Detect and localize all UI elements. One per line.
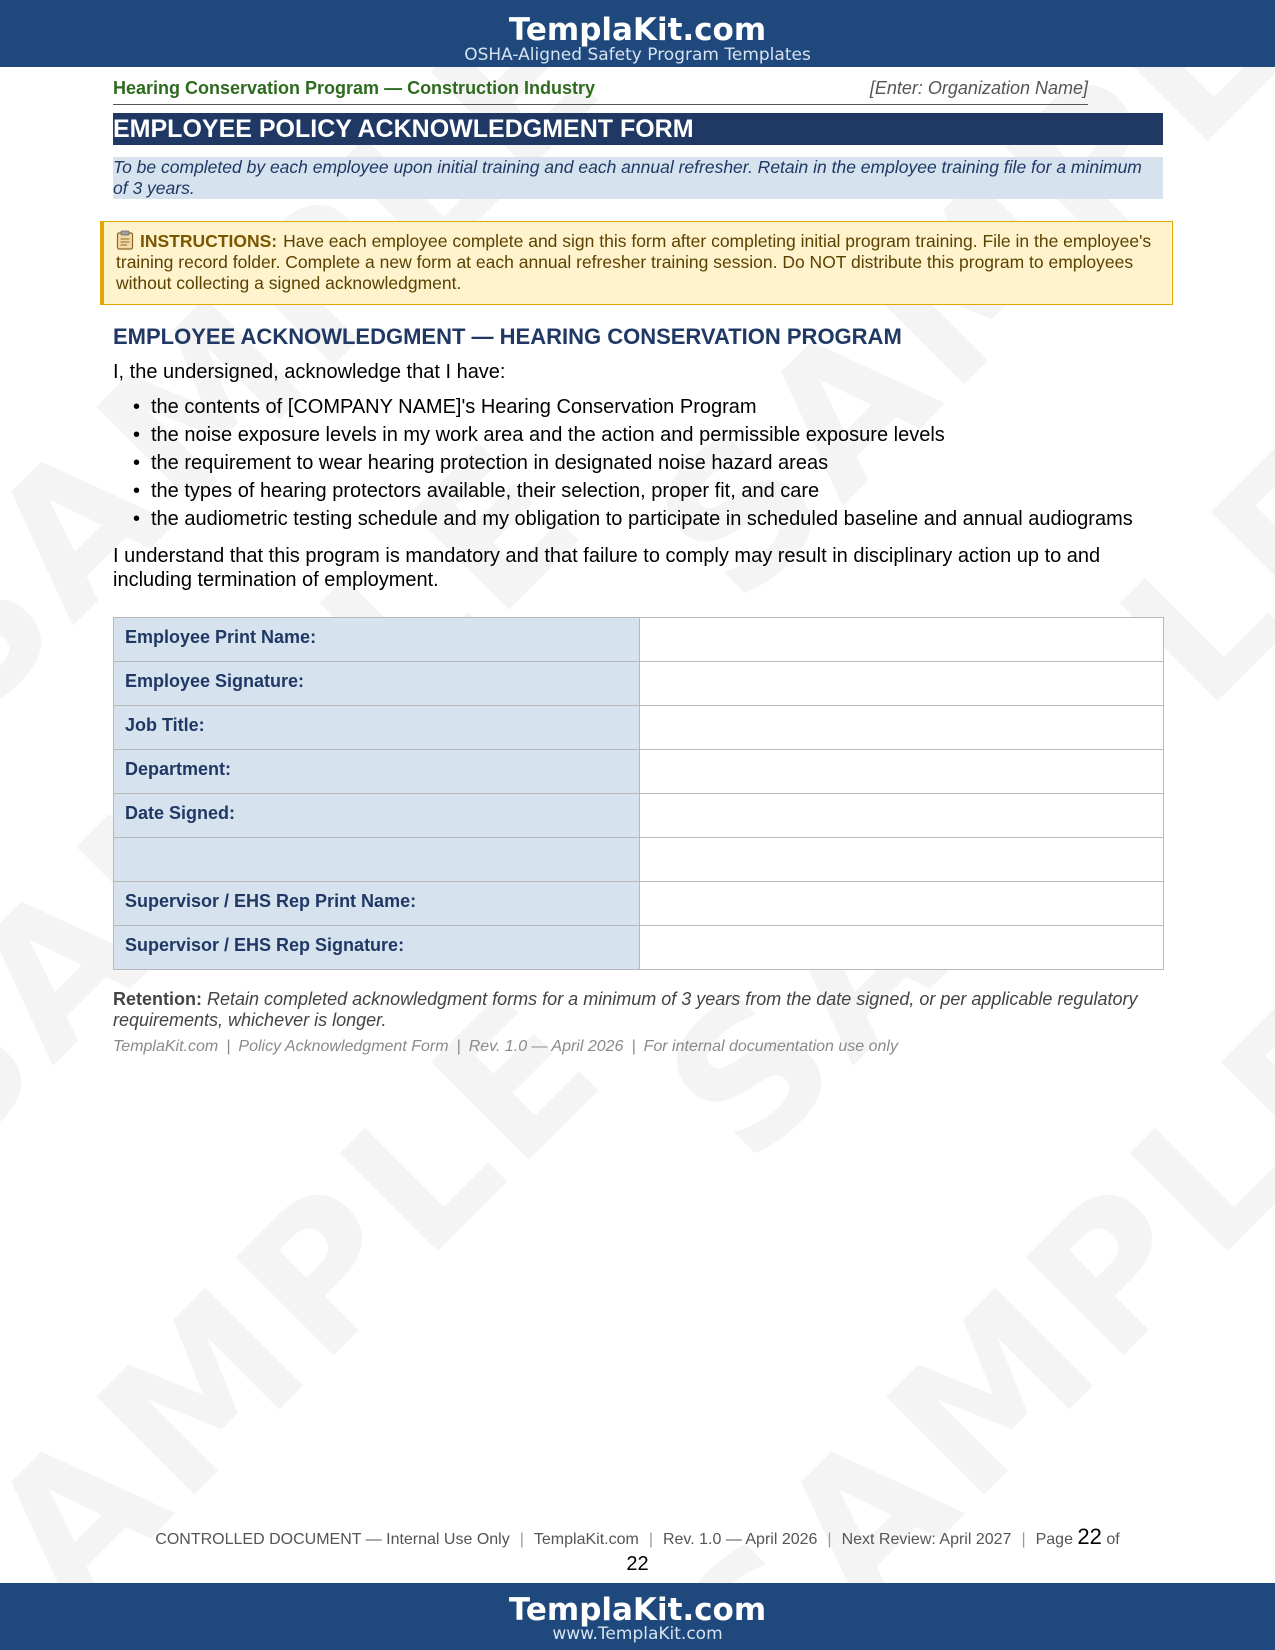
supervisor-print-name-label: Supervisor / EHS Rep Print Name:: [114, 882, 640, 926]
table-row: [114, 662, 1164, 706]
retention-label: Retention:: [113, 989, 202, 1009]
document-header: [113, 67, 1088, 105]
bottom-banner-url[interactable]: www.TemplaKit.com: [552, 1624, 723, 1644]
department-label: Department:: [114, 750, 640, 794]
form-subtitle: To be completed by each employee upon initial training and each annual refresher. Retain in the employee training file for a minimum of 3 years.: [113, 157, 1163, 199]
form-footer-item: Policy Acknowledgment Form: [238, 1038, 449, 1055]
date-signed-label: Date Signed:: [114, 794, 640, 838]
form-footer: TemplaKit.com | Policy Acknowledgment Form | Rev. 1.0 — April 2026 | For internal documentation use only: [113, 1038, 898, 1055]
page-total: 22: [626, 1553, 649, 1575]
spacer-field: [640, 838, 1164, 882]
instructions-box: [100, 221, 1173, 305]
table-row: [114, 750, 1164, 794]
table-row: [114, 618, 1164, 662]
instructions-text: Have each employee complete and sign this form after completing initial program training. File in the employee's training record folder. Complete a new form at each annual refresher training session. Do NOT distribute this program to employees without collecting a signed acknowledgment.: [116, 231, 1152, 293]
table-row: [114, 706, 1164, 750]
job-title-field[interactable]: [640, 706, 1164, 750]
document-body: [113, 67, 1163, 1056]
job-title-label: Job Title:: [114, 706, 640, 750]
form-title: EMPLOYEE POLICY ACKNOWLEDGMENT FORM: [113, 113, 1163, 145]
form-footer-item: TemplaKit.com: [113, 1038, 219, 1055]
supervisor-signature-field[interactable]: [640, 926, 1164, 970]
table-row: [114, 882, 1164, 926]
form-footer-item: Rev. 1.0 — April 2026: [468, 1038, 624, 1055]
department-field[interactable]: [640, 750, 1164, 794]
instructions-label: INSTRUCTIONS:: [140, 231, 278, 251]
bottom-banner: [0, 1583, 1275, 1650]
page-number: 22: [1077, 1524, 1102, 1549]
signature-table: [113, 617, 1164, 970]
banner-brand: TemplaKit.com: [508, 12, 767, 48]
top-banner: [0, 0, 1275, 67]
of-label: of: [1106, 1531, 1120, 1548]
footer-revision: Rev. 1.0 — April 2026: [662, 1531, 818, 1548]
clipboard-icon: [116, 230, 134, 250]
page-label: Page: [1035, 1531, 1073, 1548]
form-footer-item: For internal documentation use only: [643, 1038, 898, 1055]
controlled-document-label: CONTROLLED DOCUMENT — Internal Use Only: [155, 1531, 510, 1548]
retention-text: Retain completed acknowledgment forms for a minimum of 3 years from the date signed, or per applicable regulatory requirements, whichever is longer.: [113, 989, 1138, 1030]
program-name: Hearing Conservation Program — Construction Industry: [113, 78, 596, 98]
list-item: • the noise exposure levels in my work area and the action and permissible exposure levels: [133, 423, 1163, 447]
retention-note: [113, 989, 1153, 1031]
page-footer: CONTROLLED DOCUMENT — Internal Use Only | TemplaKit.com | Rev. 1.0 — April 2026 | Next Review: April 2027 | Page 22 of 22: [0, 1524, 1275, 1575]
section-heading: EMPLOYEE ACKNOWLEDGMENT — HEARING CONSERVATION PROGRAM: [113, 324, 902, 349]
acknowledgment-statement: I understand that this program is mandatory and that failure to comply may result in disciplinary action up to and including termination of employment.: [113, 545, 1101, 591]
footer-next-review: Next Review: April 2027: [841, 1531, 1012, 1548]
supervisor-print-name-field[interactable]: [640, 882, 1164, 926]
table-row: [114, 926, 1164, 970]
table-row: [114, 838, 1164, 882]
supervisor-signature-label: Supervisor / EHS Rep Signature:: [114, 926, 640, 970]
acknowledgment-intro: I, the undersigned, acknowledge that I have:: [113, 361, 506, 383]
table-row: [114, 794, 1164, 838]
employee-print-name-field[interactable]: [640, 618, 1164, 662]
list-item: • the audiometric testing schedule and my obligation to participate in scheduled baseline and annual audiograms: [133, 507, 1163, 531]
employee-signature-label: Employee Signature:: [114, 662, 640, 706]
employee-signature-field[interactable]: [640, 662, 1164, 706]
banner-tagline: OSHA-Aligned Safety Program Templates: [464, 45, 811, 65]
organization-placeholder: [Enter: Organization Name]: [869, 78, 1088, 98]
footer-site: TemplaKit.com: [533, 1531, 639, 1548]
date-signed-field[interactable]: [640, 794, 1164, 838]
acknowledgment-list: [133, 395, 1163, 531]
employee-print-name-label: Employee Print Name:: [114, 618, 640, 662]
list-item: • the contents of [COMPANY NAME]'s Hearing Conservation Program: [133, 395, 1163, 419]
spacer-label: [114, 838, 640, 882]
bottom-banner-brand: TemplaKit.com: [508, 1592, 767, 1628]
list-item: • the requirement to wear hearing protection in designated noise hazard areas: [133, 451, 1163, 475]
list-item: • the types of hearing protectors available, their selection, proper fit, and care: [133, 479, 1163, 503]
